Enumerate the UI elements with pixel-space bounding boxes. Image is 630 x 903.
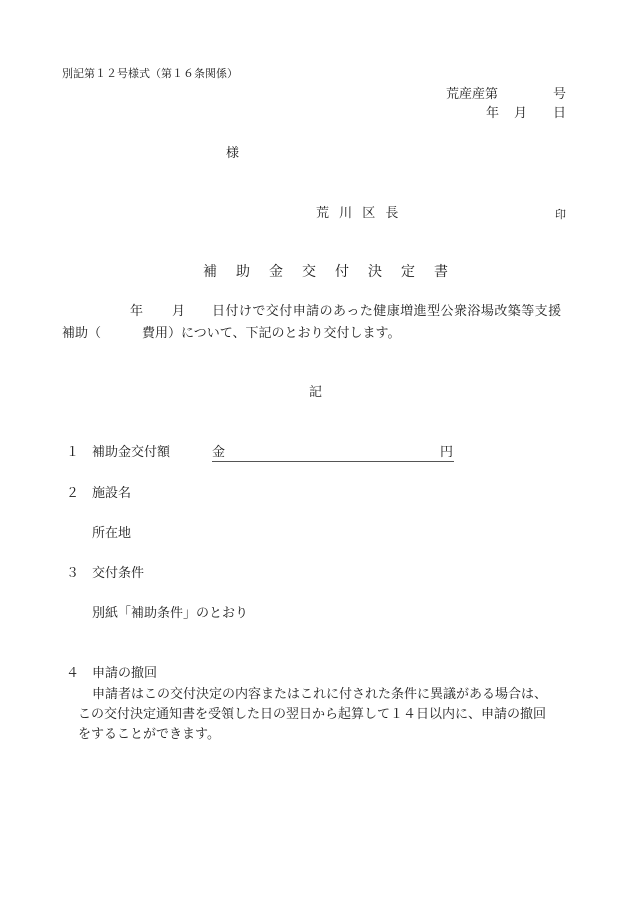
body-line-1: 日付けで交付申請のあった健康増進型公衆浴場改築等支援 [212,304,562,319]
item-2-label: 施設名 [92,486,132,501]
item-2-sub-label: 所在地 [92,526,132,541]
item-2-number: ２ [66,486,80,501]
item-3-label: 交付条件 [92,566,145,581]
document-number-suffix: 号 [553,87,567,102]
document-number-prefix: 荒産産第 [446,87,499,102]
item-4-line-2: この交付決定通知書を受領した日の翌日から起算して１４日以内に、申請の撤回 [78,707,547,722]
item-3-number: ３ [66,566,80,581]
amount-underline [212,461,454,462]
amount-suffix: 円 [440,445,454,460]
item-4-line-1: 申請者はこの交付決定の内容またはこれに付された条件に異議がある場合は、 [92,687,548,702]
body-line-2-end: 費用）について、下記のとおり交付します。 [142,326,401,341]
item-4-line-3: をすることができます。 [78,727,220,742]
item-1-number: １ [66,445,80,460]
amount-prefix: 金 [212,445,226,460]
body-date-month: 月 [172,304,186,319]
header-date-day: 日 [553,106,567,121]
item-3-text: 別紙「補助条件」のとおり [92,606,249,621]
issuer-seal: 印 [555,208,566,221]
header-date-year: 年 [486,106,500,121]
header-date-month: 月 [514,106,528,121]
item-1-label: 補助金交付額 [92,445,171,460]
item-4-number: ４ [66,666,80,681]
recipient-honorific: 様 [226,146,240,161]
document-title: 補助金交付決定書 [203,264,467,280]
item-4-label: 申請の撤回 [92,666,158,681]
form-reference: 別記第１２号様式（第１６条関係） [62,67,238,80]
body-date-year: 年 [130,304,144,319]
issuer-name: 荒 川 区 長 [316,206,402,221]
body-line-2-start: 補助（ [62,326,102,341]
ki-heading: 記 [309,385,323,400]
